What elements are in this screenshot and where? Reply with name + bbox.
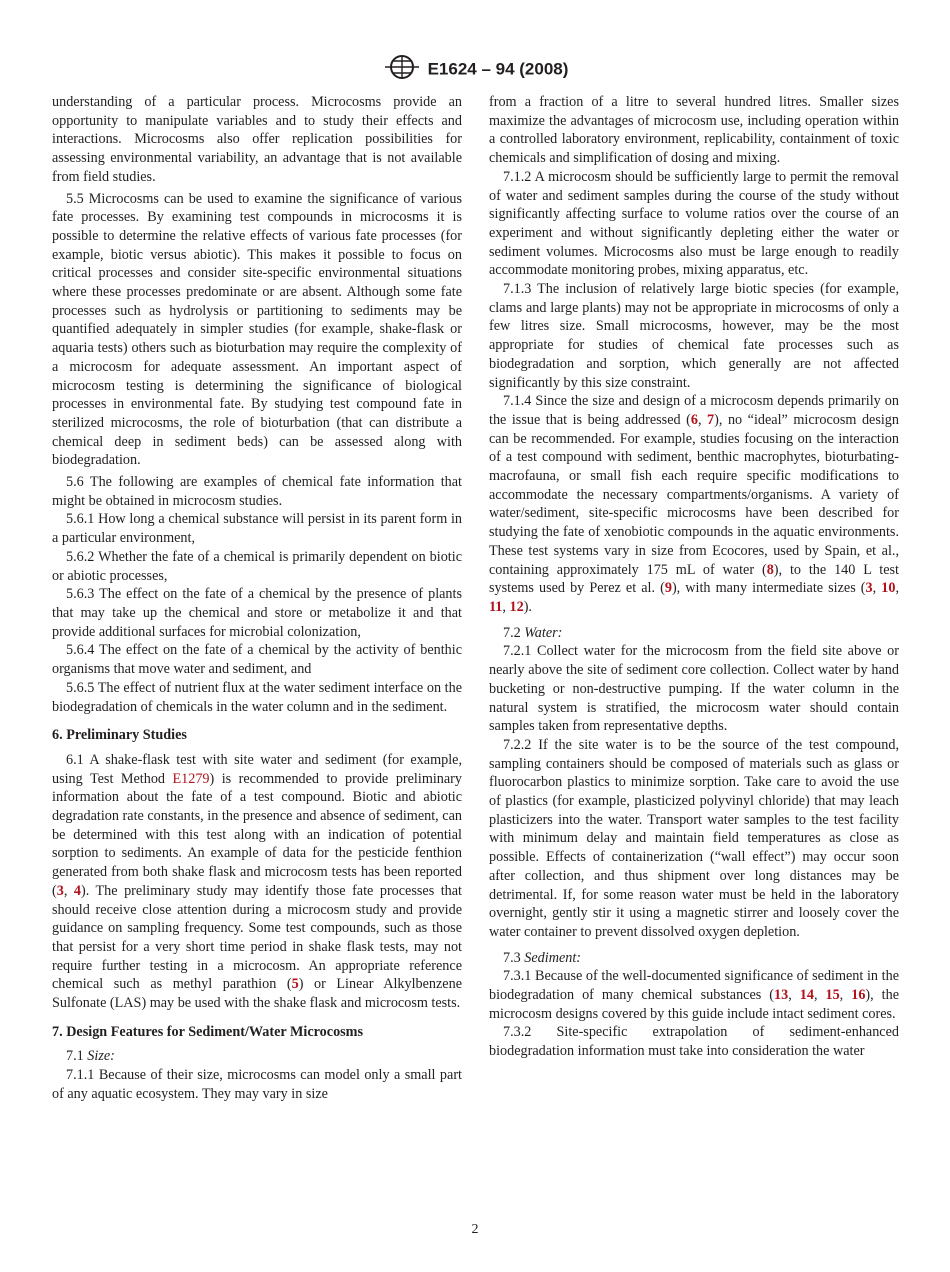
reference-link[interactable]: 13 bbox=[774, 987, 789, 1004]
astm-logo-icon bbox=[382, 52, 422, 87]
page-header bbox=[0, 52, 950, 87]
reference-link[interactable]: 4 bbox=[73, 882, 81, 899]
standard-link-e1279[interactable]: E1279 bbox=[172, 770, 210, 787]
reference-link[interactable]: 12 bbox=[509, 598, 524, 615]
paragraph-5-6: 5.6 The following are examples of chemical fate information that might be obtained in microcosm studies. bbox=[52, 474, 462, 509]
paragraph-5-6-3: 5.6.3 The effect on the fate of a chemical by the presence of plants that may take up the chemical and store or metabolize it and that provide additional surfaces for microbial colonization, bbox=[52, 586, 462, 640]
text-run: , bbox=[895, 580, 899, 597]
right-column bbox=[489, 93, 899, 1061]
text-run: , bbox=[788, 987, 800, 1004]
paragraph-7-1-1: 7.1.1 Because of their size, microcosms can model only a small part of any aquatic ecosystem. They may vary in size bbox=[52, 1067, 462, 1102]
text-run: 7.1.4 Since the size and design of a microcosm depends primarily on the issue that is being addressed ( bbox=[489, 393, 899, 428]
text-run: , bbox=[502, 598, 510, 615]
reference-link[interactable]: 3 bbox=[56, 882, 64, 899]
left-column bbox=[52, 93, 462, 1104]
paragraph-7-2-2: 7.2.2 If the site water is to be the source of the test compound, sampling containers should be composed of materials such as glass or fluorocarbon plastics to minimize sorption. Take care to avoid the use of plastics (for example, plasticized polyvinyl chloride) that may leach plasticizers into the water. Transport water samples to the test facility with minimum delay and maintain field temperatures as close as possible. Effects of containerization (“wall effect”) may occur soon after collection, and thus shipment over long distances may be detrimental. If, for some reason water must be held in the laboratory overnight, gently stir it using a magnetic stirrer and loosely cover the water container to prevent dissolved oxygen depletion. bbox=[489, 736, 899, 940]
text-run: ), to the 140 L test systems used by Perez et al. ( bbox=[489, 561, 899, 597]
text-run: ), no “ideal” microcosm design can be recommended. For example, studies focusing on the interaction of a test compound with sediment, benthic macrophytes, bioturbating-macrofauna, or small fish each require specific modifications to accommodate the necessary compartments/organisms. A variety of water/sediment, site-specific microcosms have been described for studying the fate of xenobiotic compounds in the aquatic environments. These test systems vary in size from Ecocores, used by Spain, et al., containing approximately 175 mL of water ( bbox=[489, 411, 899, 578]
subheading-number: 7.3 bbox=[503, 949, 525, 966]
text-run: ) or Linear Alkylbenzene Sulfonate (LAS) may be used with the shake flask and microcosm tests. bbox=[52, 976, 462, 1012]
paragraph-5-6-1: 5.6.1 How long a chemical substance will persist in its parent form in a particular environment, bbox=[52, 511, 462, 547]
paragraph-7-1-2: 7.1.2 A microcosm should be sufficiently large to permit the removal of water and sediment samples during the course of the study without significantly affecting surface to volume ratios over the course of an experiment and without significantly depleting either the water or sediment volumes. Microcosms also must be large enough to readily accommodate monitoring probes, mixing apparatus, etc. bbox=[489, 168, 899, 279]
paragraph-7-2-1: 7.2.1 Collect water for the microcosm from the field site above or nearly above the site of sediment core collection. Collect water by hand bucketing or non-destructive pumping. If the water column in the natural system is stratified, the microcosm water should contain samples taken from representative depths. bbox=[489, 643, 899, 735]
text-run: , bbox=[839, 987, 852, 1004]
paragraph-7-1-3: 7.1.3 The inclusion of relatively large biotic species (for example, clams and large plants) may not be appropriate in microcosms of only a few litres size. Small microcosms, however, may be the most appropriate for studies of chemical fate processes such as biodegradation and sorption, which generally are not affected significantly by this size constraint. bbox=[489, 281, 899, 391]
paragraph-5-6-5: 5.6.5 The effect of nutrient flux at the water sediment interface on the biodegradation of chemicals in the water column and in the sediment. bbox=[52, 679, 462, 715]
text-run: ), with many intermediate sizes ( bbox=[671, 580, 866, 597]
subheading-title: Water: bbox=[524, 624, 563, 641]
reference-link[interactable]: 9 bbox=[664, 580, 672, 597]
subheading-number: 7.1 bbox=[66, 1048, 88, 1065]
text-run: ) is recommended to provide preliminary information about the fate of a test compound. Biotic and abiotic degradation rate constants, in the presence and absence of sediment, can be determined with this test along with an indication of potential sorption to sediments. An example of data for the pesticide fenthion generated from both shake flask and microcosm tests has been reported ( bbox=[52, 770, 463, 899]
reference-link[interactable]: 16 bbox=[851, 987, 866, 1004]
designation-title: E1624 – 94 (2008) bbox=[427, 59, 569, 79]
reference-link[interactable]: 15 bbox=[825, 987, 840, 1004]
subheading-7-2 bbox=[489, 624, 899, 643]
paragraph-7-3-1 bbox=[489, 967, 899, 1023]
paragraph-5-5: 5.5 Microcosms can be used to examine the significance of various fate processes. By examining test compounds in microcosms it is possible to determine the relative effects of various fate processes (for example, biotic versus abiotic). This makes it possible to focus on critical processes and consider site-specific environmental situations where these processes predominate or are absent. Although some fate processes such as hydrolysis or partitioning to sediments may be quantified adequately in simpler studies (for example, shake-flask or aquaria tests) others such as bioturbation may require the complexity of a microcosm for adequate assessment. An important aspect of microcosm testing is determining the significance of biological processes in environmental fate. By studying test compound fate in sterilized microcosms, the role of bioturbation (that can distribute a chemical deep in sediment beds) can be assessed along with biodegradation. bbox=[52, 190, 462, 469]
subheading-7-3 bbox=[489, 949, 899, 968]
text-run: , bbox=[697, 411, 708, 428]
reference-link[interactable]: 7 bbox=[707, 411, 715, 428]
paragraph-continuation: understanding of a particular process. Microcosms provide an opportunity to manipulate variables and to study their effects and interactions. Microcosms also offer replication possibilities for assessing environmental variability, an advantage that is not available from field studies. bbox=[52, 94, 462, 185]
text-run: ). bbox=[523, 598, 532, 615]
paragraph-continuation: from a fraction of a litre to several hundred litres. Smaller sizes maximize the advantages of microcosm use, including operation within a controlled laboratory environment, replicability, containment of toxic chemicals and simplification of dosing and mixing. bbox=[489, 94, 899, 167]
reference-link[interactable]: 6 bbox=[690, 411, 698, 428]
reference-link[interactable]: 5 bbox=[291, 976, 299, 993]
subheading-title: Sediment: bbox=[524, 949, 582, 966]
subheading-title: Size: bbox=[87, 1048, 115, 1065]
text-run: , bbox=[813, 987, 826, 1004]
section-heading-7: 7. Design Features for Sediment/Water Microcosms bbox=[52, 1023, 364, 1040]
page-number: 2 bbox=[471, 1222, 479, 1237]
paragraph-7-3-2: 7.3.2 Site-specific extrapolation of sediment-enhanced biodegradation information must take into consideration the water bbox=[489, 1024, 899, 1060]
paragraph-5-6-2: 5.6.2 Whether the fate of a chemical is primarily dependent on biotic or abiotic processes, bbox=[52, 548, 462, 584]
text-run: ), the microcosm designs covered by this guide include intact sediment cores. bbox=[489, 987, 900, 1022]
section-heading-6: 6. Preliminary Studies bbox=[52, 727, 187, 744]
text-run: 7.3.1 Because of the well-documented significance of sediment in the biodegradation of many chemical substances ( bbox=[489, 968, 899, 1004]
text-run: , bbox=[872, 580, 882, 597]
reference-link[interactable]: 14 bbox=[799, 987, 814, 1004]
subheading-number: 7.2 bbox=[503, 624, 525, 641]
reference-link[interactable]: 3 bbox=[865, 580, 873, 597]
reference-link[interactable]: 11 bbox=[489, 598, 503, 615]
text-run: 6.1 A shake-flask test with site water and sediment (for example, using Test Method bbox=[52, 751, 462, 787]
reference-link[interactable]: 10 bbox=[881, 580, 896, 597]
text-run: , bbox=[63, 882, 74, 899]
paragraph-6-1 bbox=[52, 751, 462, 1013]
text-run: ). The preliminary study may identify those fate processes that should receive close attention during a microcosm study and provide guidance on sampling frequency. Some test compounds, such as those that persist for a very short time period in shake flask tests, may not require further testing in a microcosm. An appropriate reference chemical such as methyl parathion ( bbox=[52, 882, 463, 993]
paragraph-5-6-4: 5.6.4 The effect on the fate of a chemical by the activity of benthic organisms that move water and sediment, and bbox=[52, 642, 462, 678]
reference-link[interactable]: 8 bbox=[766, 561, 774, 578]
subheading-7-1 bbox=[52, 1047, 462, 1066]
paragraph-7-1-4 bbox=[489, 392, 899, 616]
